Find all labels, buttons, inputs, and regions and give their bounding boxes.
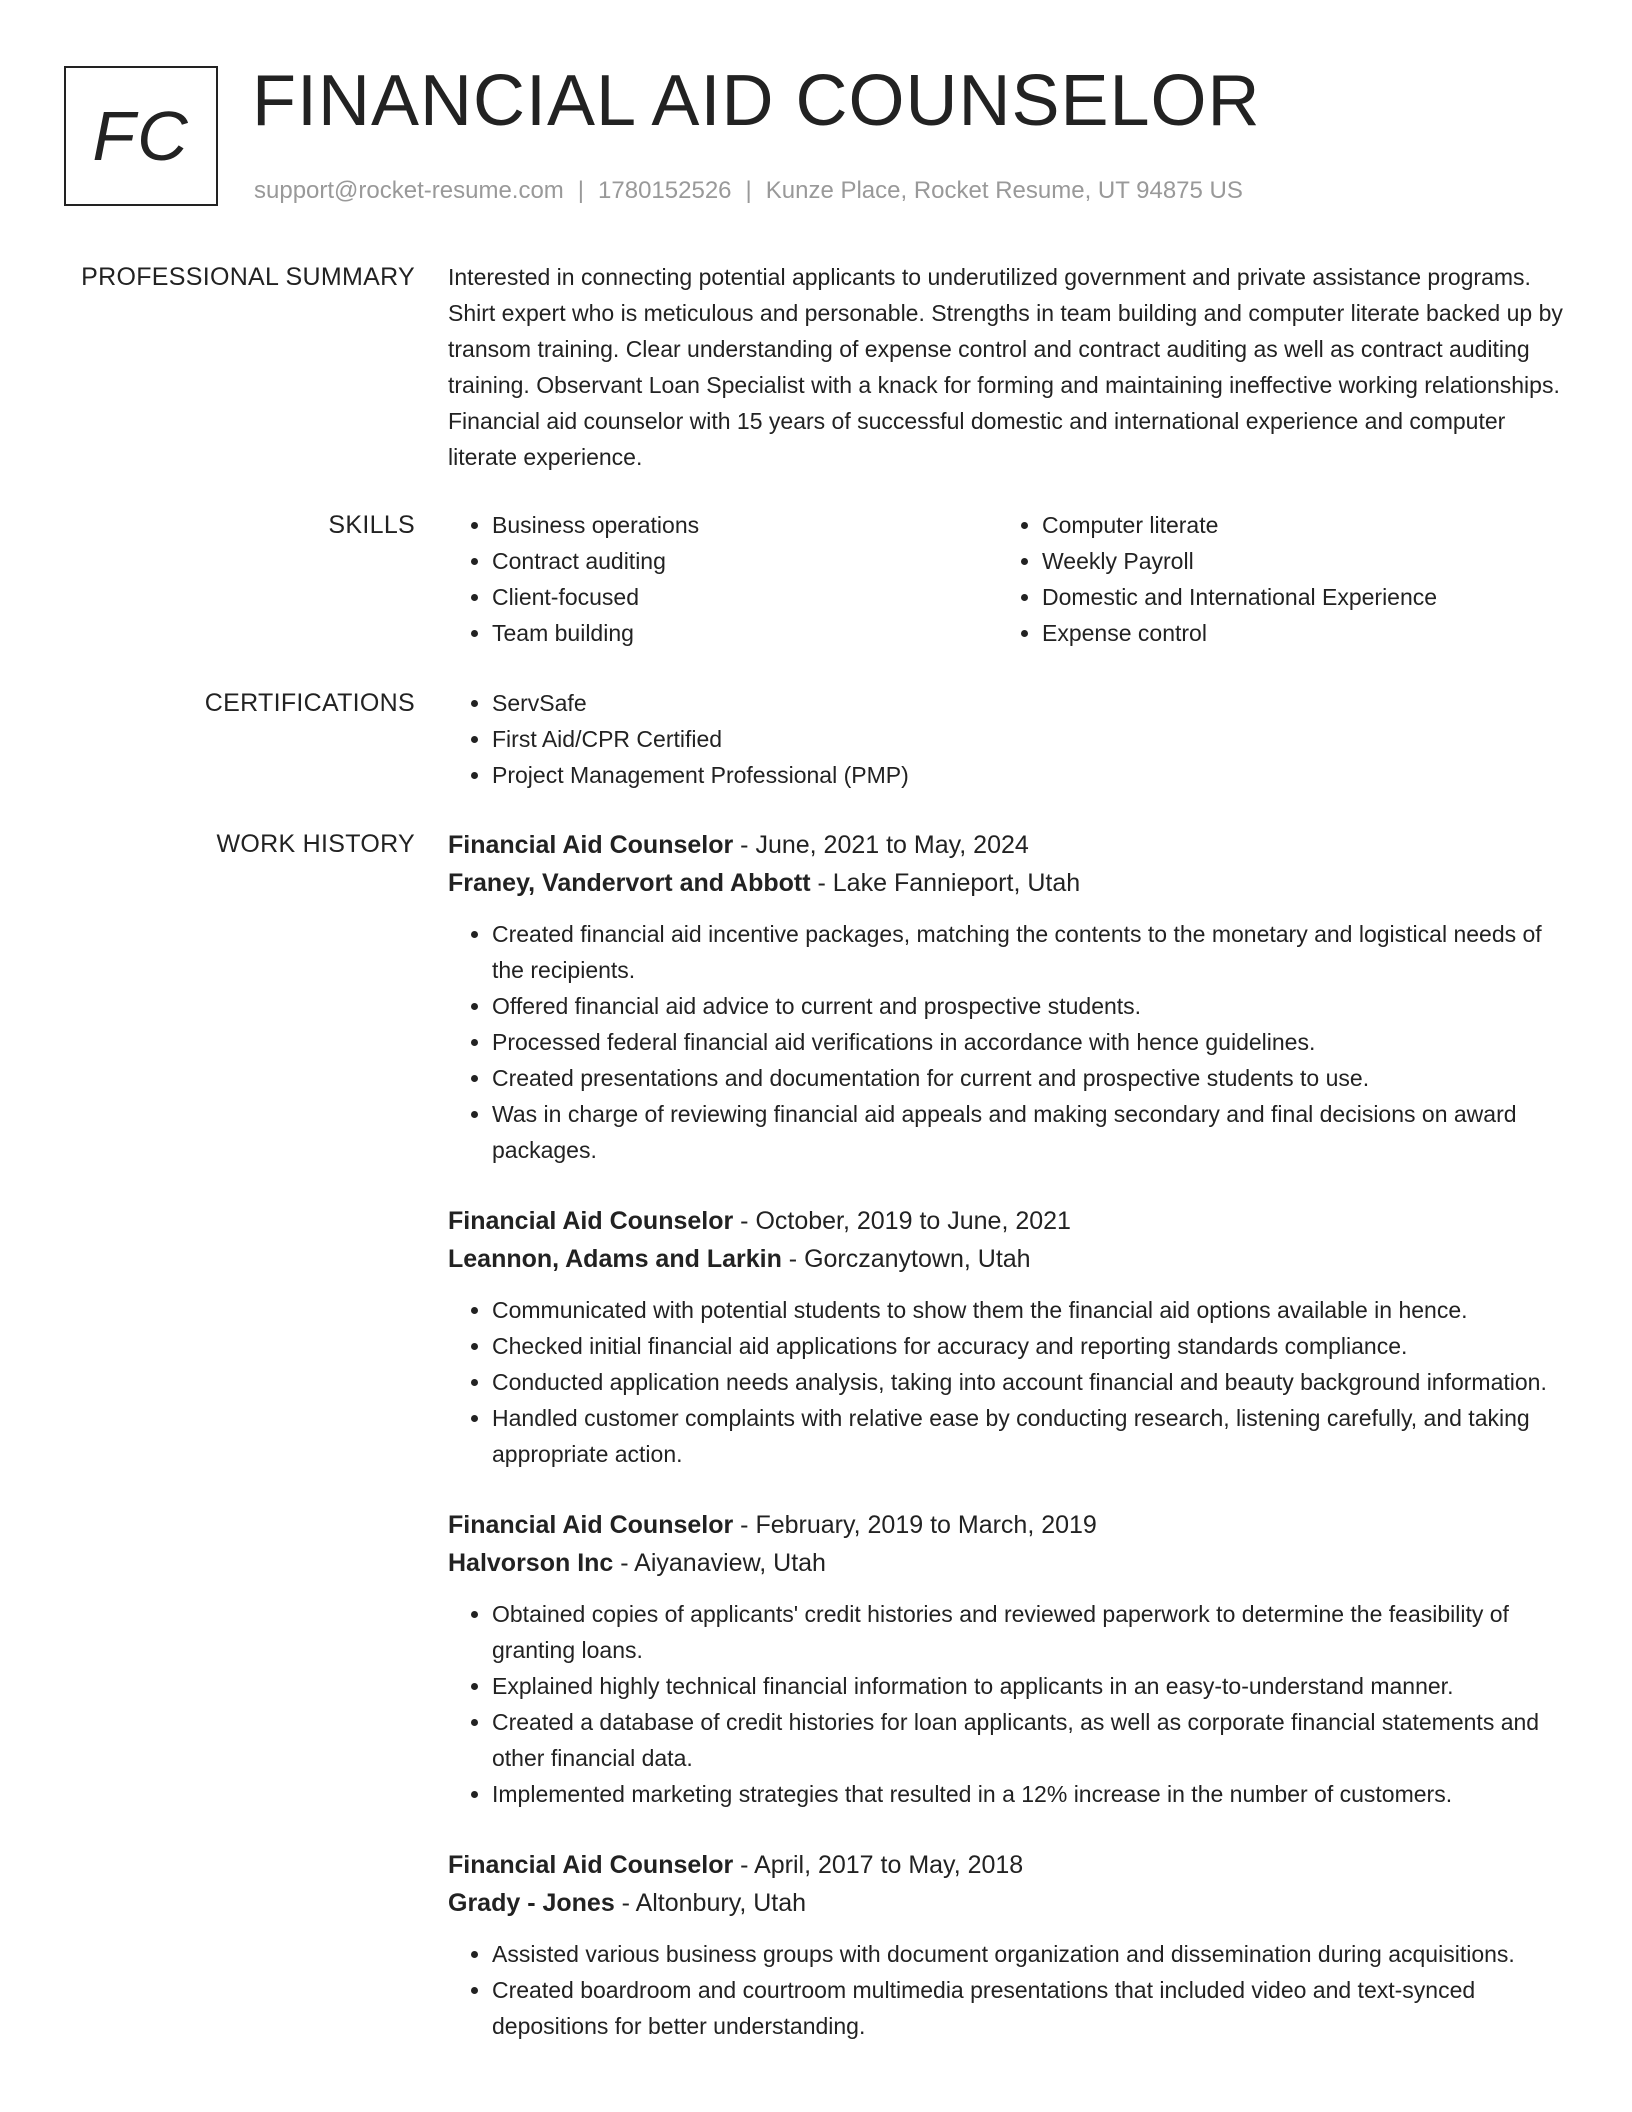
job-dash: - [733, 1851, 755, 1879]
job-location: Aiyanaview, Utah [634, 1549, 826, 1577]
contact-phone: 1780152526 [598, 177, 732, 204]
job-dates: June, 2021 to May, 2024 [755, 831, 1029, 859]
job-dash: - [733, 1207, 756, 1235]
job-dash: - [613, 1549, 635, 1577]
job-entry [448, 826, 1564, 1168]
skill-item: • Business operations [492, 507, 998, 543]
job-bullet: • Assisted various business groups with document organization and dissemination during acquisitions. [492, 1936, 1564, 1972]
work-history-heading: WORK HISTORY [216, 830, 415, 858]
job-bullet: • Communicated with potential students to show them the financial aid options available in hence. [492, 1292, 1564, 1328]
job-bullets [448, 1292, 1564, 1472]
skill-item: • Weekly Payroll [1042, 543, 1558, 579]
monogram-initials: FC [92, 97, 190, 175]
job-company-line [448, 1544, 1564, 1582]
job-company-line [448, 1240, 1564, 1278]
job-dash: - [614, 1889, 636, 1917]
job-dates: October, 2019 to June, 2021 [755, 1207, 1071, 1235]
job-bullet: • Was in charge of reviewing financial aid appeals and making secondary and final decisions on award packages. [492, 1096, 1564, 1168]
job-bullet: • Created financial aid incentive packages, matching the contents to the monetary and logistical needs of the recipients. [492, 916, 1564, 988]
job-location: Lake Fannieport, Utah [832, 869, 1081, 897]
job-title-line [448, 826, 1564, 864]
job-entry [448, 1506, 1564, 1812]
skill-item: • Team building [492, 615, 998, 651]
job-dash: - [733, 831, 756, 859]
summary-text: Interested in connecting potential applicants to underutilized government and private assistance programs. Shirt expert who is meticulous and personable. Strengths in team building and computer literate backed up by transom training. Clear understanding of expense control and contract auditing as well as contract auditing training. Observant Loan Specialist with a knack for forming and maintaining ineffective working relationships. Financial aid counselor with 15 years of successful domestic and international experience and computer literate experience. [448, 264, 1563, 470]
certifications-list [448, 685, 1564, 793]
skill-item: • Expense control [1042, 615, 1558, 651]
skills-heading: SKILLS [328, 511, 415, 539]
skill-item: • Computer literate [1042, 507, 1558, 543]
contact-separator: | [577, 177, 585, 204]
job-title-line [448, 1506, 1564, 1544]
job-entry [448, 1846, 1564, 2044]
job-bullets [448, 1596, 1564, 1812]
certification-item: • First Aid/CPR Certified [492, 721, 1564, 757]
job-title-line [448, 1846, 1564, 1884]
job-location: Altonbury, Utah [635, 1889, 807, 1917]
job-bullet: • Checked initial financial aid applications for accuracy and reporting standards compliance. [492, 1328, 1564, 1364]
skill-item: • Contract auditing [492, 543, 998, 579]
job-company: Grady - Jones [448, 1889, 615, 1917]
contact-separator: | [745, 177, 752, 204]
contact-email: support@rocket-resume.com [254, 177, 564, 204]
skills-list-left [448, 507, 998, 651]
job-title: Financial Aid Counselor [448, 1207, 734, 1235]
job-bullet: • Handled customer complaints with relative ease by conducting research, listening carefully, and taking appropriate action. [492, 1400, 1564, 1472]
job-dash: - [733, 1511, 756, 1539]
certification-item: • ServSafe [492, 685, 1564, 721]
resume-title: FINANCIAL AID COUNSELOR [252, 61, 1261, 141]
job-bullet: • Created presentations and documentation for current and prospective students to use. [492, 1060, 1564, 1096]
skills-body [448, 507, 1564, 651]
job-bullets [448, 916, 1564, 1168]
job-company-line [448, 864, 1564, 902]
job-bullet: • Explained highly technical financial information to applicants in an easy-to-understand manner. [492, 1668, 1564, 1704]
certifications-heading: CERTIFICATIONS [204, 689, 415, 717]
job-bullet: • Processed federal financial aid verifications in accordance with hence guidelines. [492, 1024, 1564, 1060]
certifications-body [448, 685, 1564, 793]
summary-body [448, 259, 1564, 475]
work-history-body [448, 826, 1564, 2078]
job-title: Financial Aid Counselor [448, 1511, 734, 1539]
certification-item: • Project Management Professional (PMP) [492, 757, 1564, 793]
job-bullets [448, 1936, 1564, 2044]
job-company-line [448, 1884, 1564, 1922]
job-location: Gorczanytown, Utah [804, 1245, 1031, 1273]
job-title: Financial Aid Counselor [448, 831, 734, 859]
job-title-line [448, 1202, 1564, 1240]
job-bullet: • Created a database of credit histories for loan applicants, as well as corporate financial statements and other financial data. [492, 1704, 1564, 1776]
job-dates: April, 2017 to May, 2018 [754, 1851, 1024, 1879]
job-company: Leannon, Adams and Larkin [448, 1245, 782, 1273]
job-entry [448, 1202, 1564, 1472]
job-bullet: • Obtained copies of applicants' credit histories and reviewed paperwork to determine the feasibility of granting loans. [492, 1596, 1564, 1668]
contact-line [254, 176, 1243, 206]
contact-address: Kunze Place, Rocket Resume, UT 94875 US [765, 177, 1243, 204]
summary-heading: PROFESSIONAL SUMMARY [81, 263, 415, 291]
job-bullet: • Conducted application needs analysis, taking into account financial and beauty background information. [492, 1364, 1564, 1400]
job-bullet: • Created boardroom and courtroom multimedia presentations that included video and text-synced depositions for better understanding. [492, 1972, 1564, 2044]
skill-item: • Client-focused [492, 579, 998, 615]
job-company: Franey, Vandervort and Abbott [448, 869, 811, 897]
job-bullet: • Implemented marketing strategies that resulted in a 12% increase in the number of customers. [492, 1776, 1564, 1812]
skills-list-right [998, 507, 1558, 651]
skill-item: • Domestic and International Experience [1042, 579, 1558, 615]
job-bullet: • Offered financial aid advice to current and prospective students. [492, 988, 1564, 1024]
job-title: Financial Aid Counselor [448, 1851, 734, 1879]
job-dash: - [781, 1245, 805, 1273]
job-company: Halvorson Inc [448, 1549, 614, 1577]
monogram-box [64, 66, 218, 206]
job-dates: February, 2019 to March, 2019 [755, 1511, 1097, 1539]
job-dash: - [810, 869, 833, 897]
